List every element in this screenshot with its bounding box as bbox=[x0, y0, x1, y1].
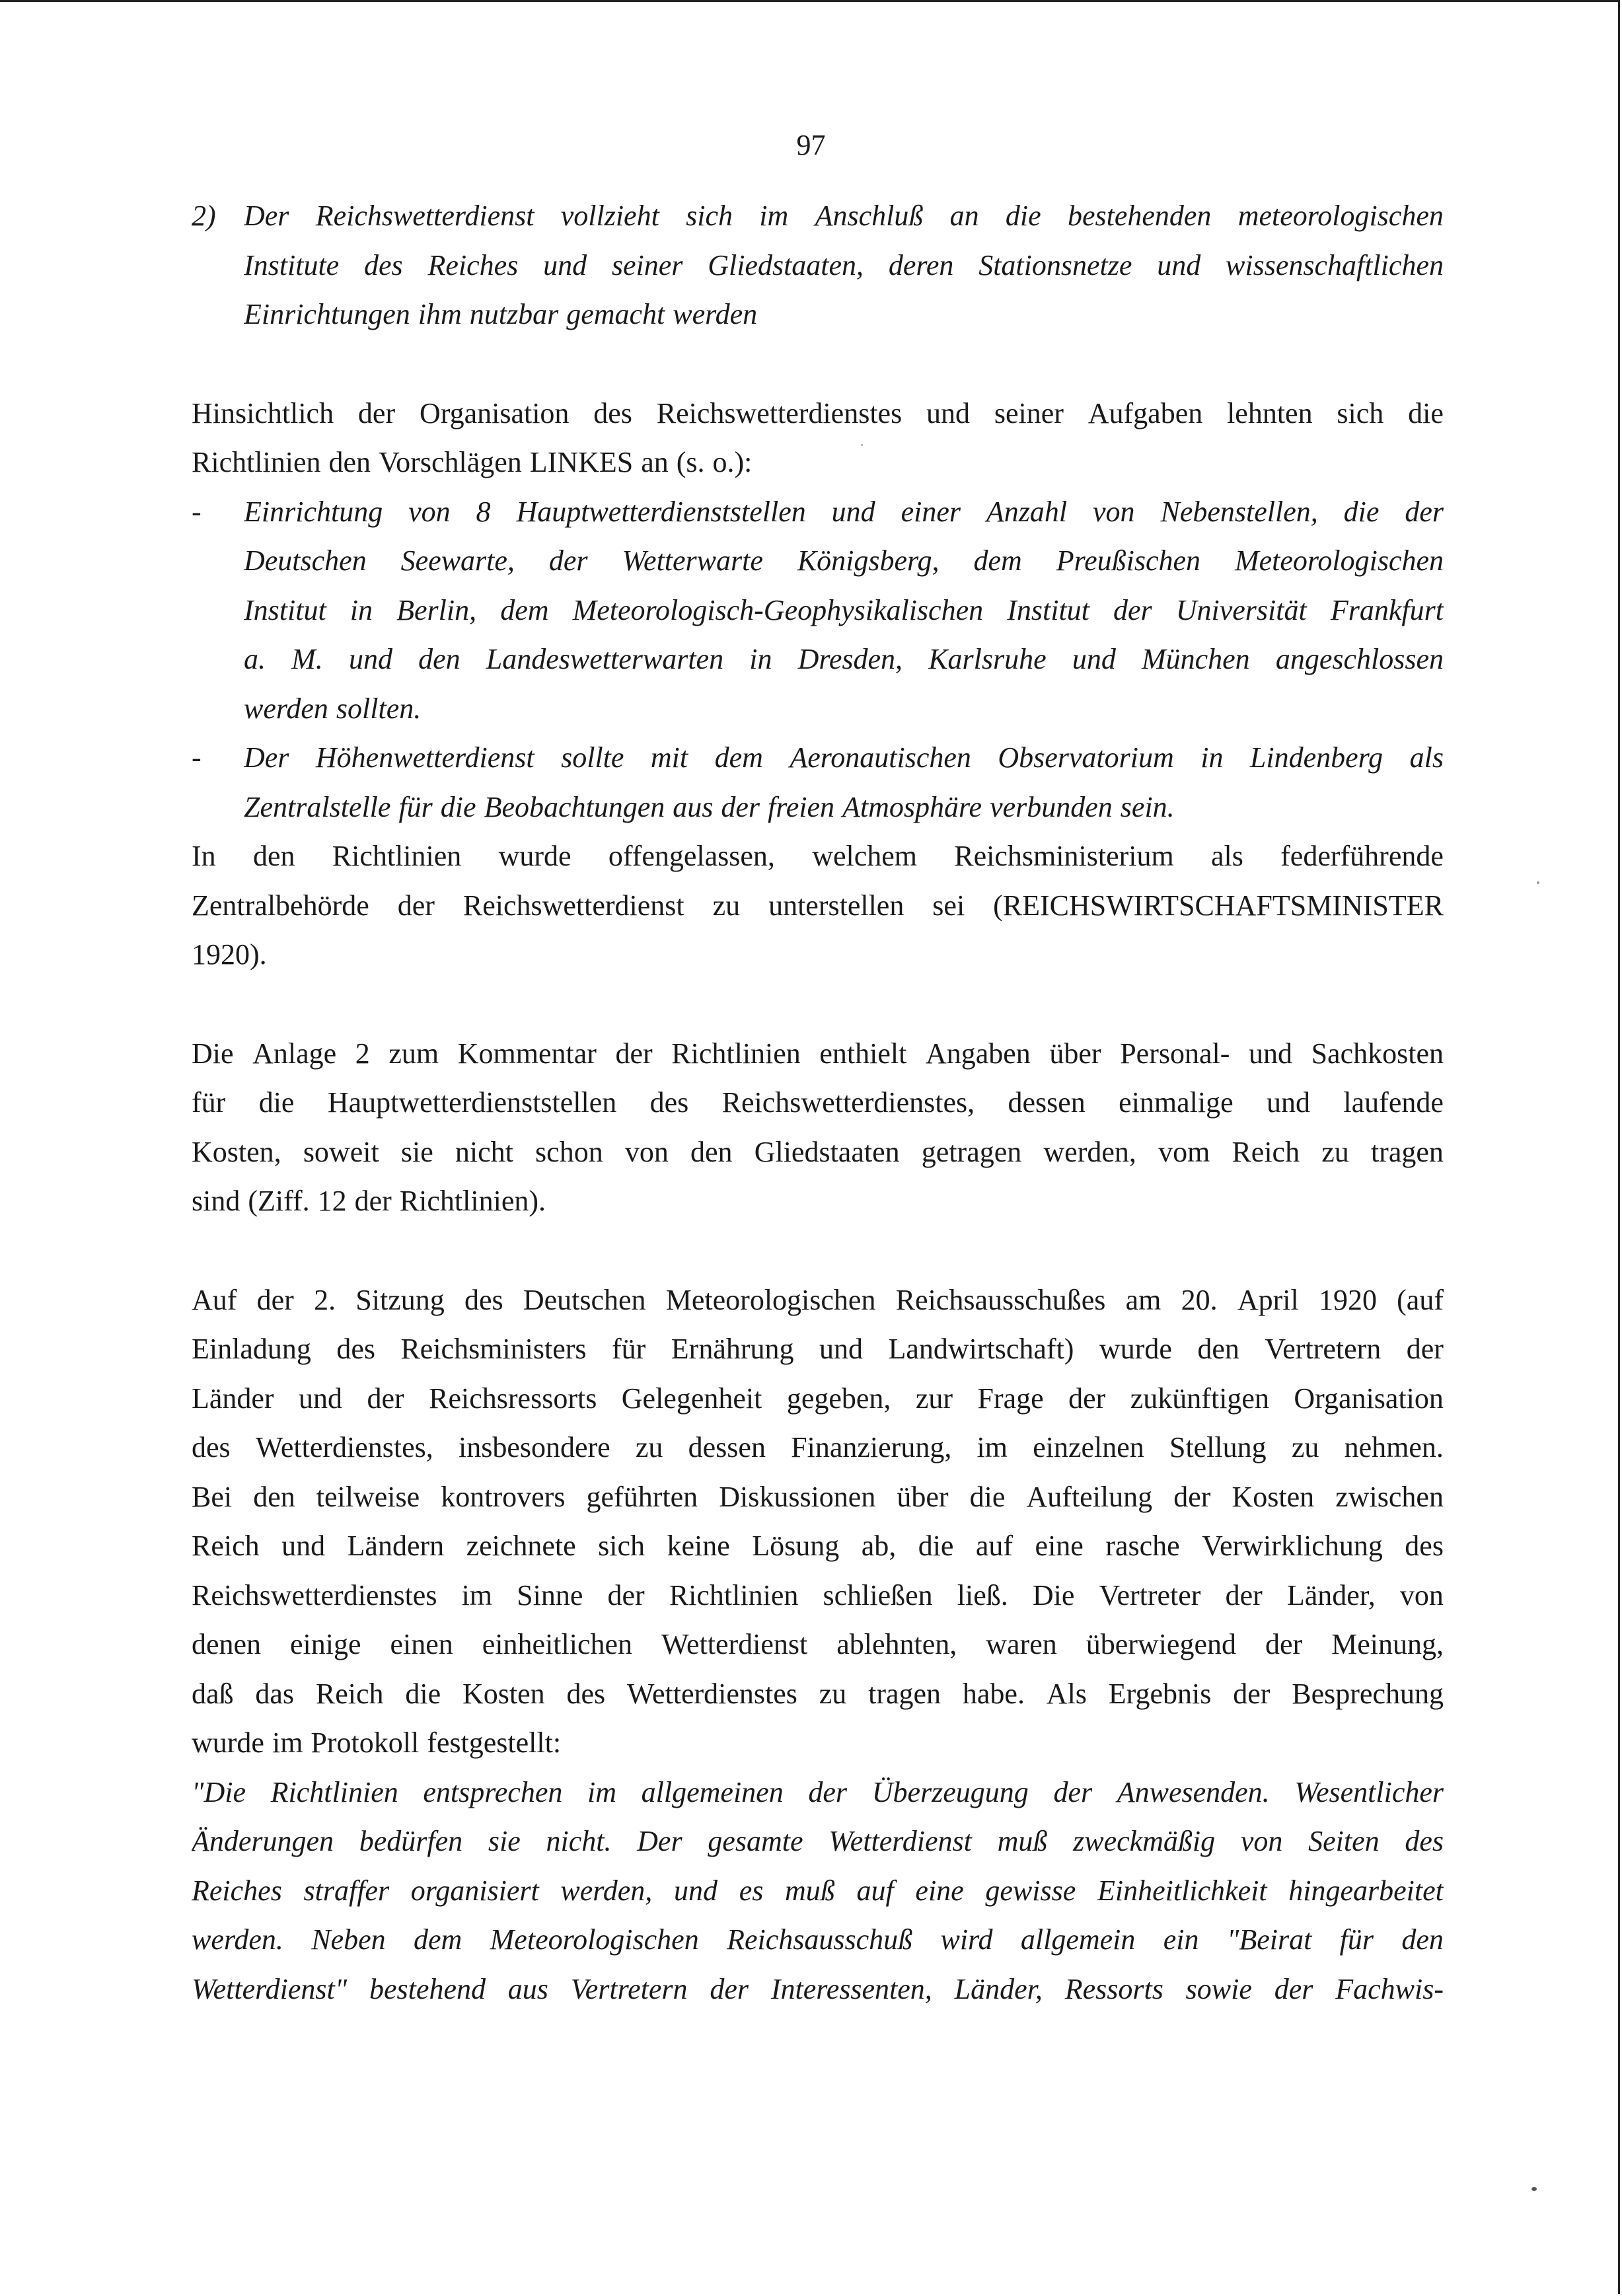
text-line: werden. Neben dem Meteorologischen Reichsausschuß wird allgemein ein "Beirat für den bbox=[192, 1923, 1444, 1956]
scan-speck bbox=[861, 444, 863, 446]
text-line: Deutschen Seewarte, der Wetterwarte Königsberg, dem Preußischen Meteorologischen bbox=[244, 544, 1444, 577]
scan-speck bbox=[1537, 881, 1539, 884]
paragraph-organisation bbox=[192, 389, 1444, 488]
text-line: wurde im Protokoll festgestellt: bbox=[192, 1726, 562, 1759]
text-line: für die Hauptwetterdienststellen des Reichswetterdienstes, dessen einmalige und laufende bbox=[192, 1086, 1444, 1119]
text-line: denen einige einen einheitlichen Wetterdienst ablehnten, waren überwiegend der Meinung, bbox=[192, 1628, 1444, 1660]
paragraph-gap bbox=[192, 1226, 1444, 1276]
text-line: Der Reichswetterdienst vollzieht sich im Anschluß an die bestehenden meteorologischen bbox=[244, 200, 1444, 232]
text-line: "Die Richtlinien entsprechen im allgemeinen der Überzeugung der Anwesenden. Wesentlicher bbox=[192, 1775, 1444, 1808]
bullet-marker: - bbox=[192, 741, 202, 774]
text-line: Hinsichtlich der Organisation des Reichswetterdienstes und seiner Aufgaben lehnten sich die bbox=[192, 396, 1444, 429]
bullet-marker: - bbox=[192, 495, 202, 528]
text-line: werden sollten. bbox=[244, 692, 422, 725]
text-line: Zentralstelle für die Beobachtungen aus der freien Atmosphäre verbunden sein. bbox=[244, 790, 1175, 823]
text-line: a. M. und den Landeswetterwarten in Dresden, Karlsruhe und München angeschlossen bbox=[244, 643, 1444, 675]
text-line: In den Richtlinien wurde offengelassen, welchem Reichsministerium als federführende bbox=[192, 840, 1444, 872]
text-line: Die Anlage 2 zum Kommentar der Richtlinien enthielt Angaben über Personal- und Sachkosten bbox=[192, 1037, 1444, 1070]
text-line: Einrichtung von 8 Hauptwetterdienststellen und einer Anzahl von Nebenstellen, die der bbox=[244, 495, 1444, 528]
scan-speck bbox=[1531, 2187, 1537, 2191]
numbered-item-2 bbox=[192, 192, 1444, 340]
text-line: Änderungen bedürfen sie nicht. Der gesamte Wetterdienst muß zweckmäßig von Seiten des bbox=[192, 1825, 1444, 1857]
text-line: Bei den teilweise kontrovers geführten Diskussionen über die Aufteilung der Kosten zwischen bbox=[192, 1480, 1444, 1513]
text-line: Einrichtungen ihm nutzbar gemacht werden bbox=[244, 298, 758, 330]
bullet-item-2 bbox=[192, 733, 1444, 832]
bullet-text bbox=[192, 488, 1444, 734]
text-line: Reich und Ländern zeichnete sich keine Lösung ab, die auf eine rasche Verwirklichung des bbox=[192, 1530, 1444, 1562]
text-line: 1920). bbox=[192, 938, 267, 971]
item-marker: 2) bbox=[192, 200, 216, 232]
bullet-text bbox=[192, 733, 1444, 832]
item-text bbox=[192, 192, 1444, 340]
text-line: Zentralbehörde der Reichswetterdienst zu unterstellen sei (REICHSWIRTSCHAFTSMINISTER bbox=[192, 889, 1444, 922]
paragraph-anlage bbox=[192, 1029, 1444, 1226]
document-body bbox=[192, 192, 1444, 2014]
text-line: Institut in Berlin, dem Meteorologisch-Geophysikalischen Institut der Universität Frankfurt bbox=[244, 593, 1444, 626]
paragraph-sitzung bbox=[192, 1276, 1444, 1768]
text-line: daß das Reich die Kosten des Wetterdienstes zu tragen habe. Als Ergebnis der Besprechung bbox=[192, 1677, 1444, 1710]
text-line: sind (Ziff. 12 der Richtlinien). bbox=[192, 1185, 546, 1217]
text-line: Institute des Reiches und seiner Gliedstaaten, deren Stationsnetze und wissenschaftlichen bbox=[244, 248, 1444, 281]
page-number: 97 bbox=[796, 129, 826, 161]
paragraph-gap bbox=[192, 340, 1444, 389]
text-line: Richtlinien den Vorschlägen LINKES an (s. o.): bbox=[192, 446, 753, 478]
text-line: Reichswetterdienstes im Sinne der Richtlinien schließen ließ. Die Vertreter der Länder, von bbox=[192, 1578, 1444, 1611]
text-line: Der Höhenwetterdienst sollte mit dem Aeronautischen Observatorium in Lindenberg als bbox=[244, 741, 1444, 774]
text-line: Reiches straffer organisiert werden, und es muß auf eine gewisse Einheitlichkeit hingearbeitet bbox=[192, 1874, 1444, 1907]
text-line: des Wetterdienstes, insbesondere zu dessen Finanzierung, im einzelnen Stellung zu nehmen. bbox=[192, 1431, 1444, 1463]
text-line: Länder und der Reichsressorts Gelegenheit gegeben, zur Frage der zukünftigen Organisation bbox=[192, 1382, 1444, 1415]
paragraph-offengelassen bbox=[192, 832, 1444, 980]
text-line: Wetterdienst" bestehend aus Vertretern der Interessenten, Länder, Ressorts sowie der Fachwis- bbox=[192, 1972, 1444, 2005]
text-line: Einladung des Reichsministers für Ernährung und Landwirtschaft) wurde den Vertretern der bbox=[192, 1333, 1444, 1365]
quote-protocol bbox=[192, 1768, 1444, 2015]
text-line: Auf der 2. Sitzung des Deutschen Meteorologischen Reichsausschußes am 20. April 1920 (auf bbox=[192, 1283, 1444, 1316]
paragraph-gap bbox=[192, 980, 1444, 1029]
text-line: Kosten, soweit sie nicht schon von den Gliedstaaten getragen werden, vom Reich zu tragen bbox=[192, 1135, 1444, 1168]
bullet-item-1 bbox=[192, 488, 1444, 734]
